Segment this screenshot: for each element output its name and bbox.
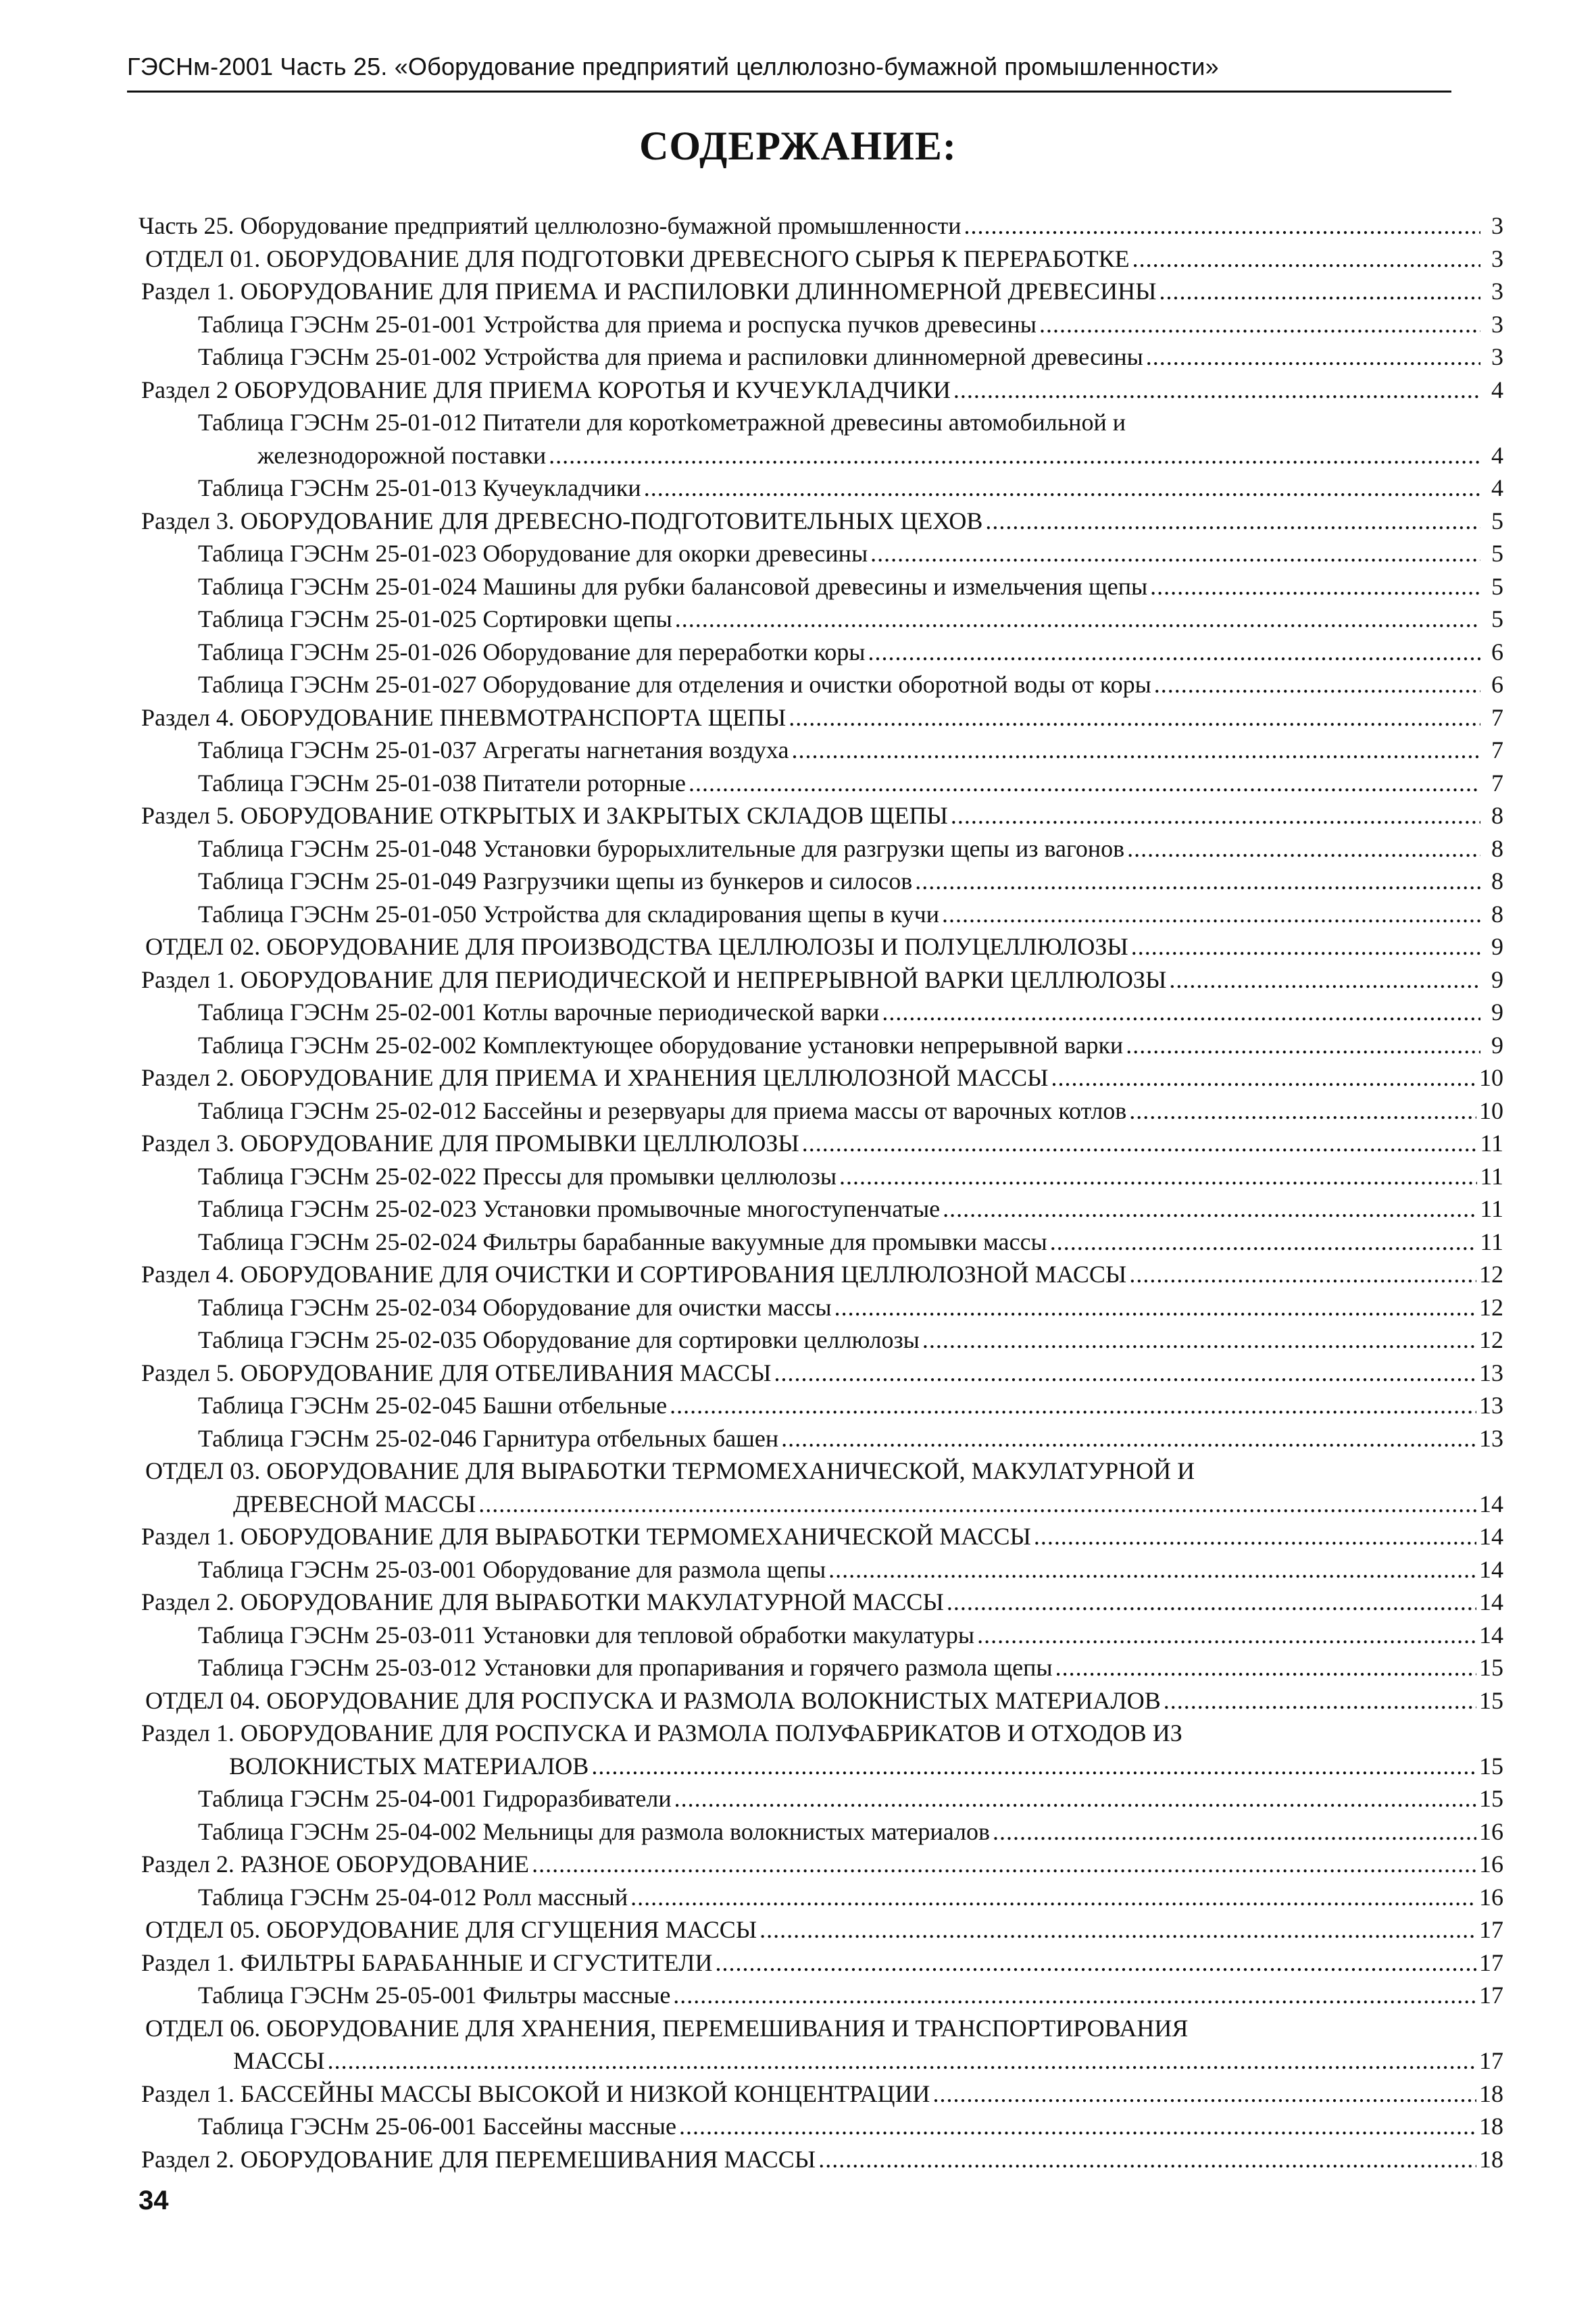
dot-leader bbox=[1055, 1651, 1476, 1684]
toc-entry-table[interactable] bbox=[139, 668, 1503, 701]
dot-leader bbox=[1129, 1258, 1476, 1291]
toc-entry-title: Таблица ГЭСНм 25-04-001 Гидроразбиватели bbox=[198, 1785, 672, 1812]
toc-entry-title: Таблица ГЭСНм 25-02-023 Установки промывочные многоступенчатые bbox=[198, 1195, 941, 1222]
toc-page-number: 14 bbox=[1479, 1555, 1503, 1583]
dot-leader bbox=[791, 734, 1480, 767]
toc-page-number: 12 bbox=[1479, 1261, 1503, 1288]
toc-entry-razdel[interactable] bbox=[139, 1127, 1503, 1160]
toc-entry-title: Таблица ГЭСНм 25-01-013 Кучеукладчики bbox=[198, 474, 641, 501]
toc-page-number: 16 bbox=[1479, 1817, 1503, 1845]
toc-entry-razdel[interactable] bbox=[139, 1061, 1503, 1095]
dot-leader bbox=[802, 1127, 1478, 1160]
dot-leader bbox=[1039, 308, 1480, 341]
toc-entry-table[interactable] bbox=[139, 1226, 1503, 1259]
toc-page-number: 9 bbox=[1491, 999, 1503, 1026]
toc-entry-table[interactable] bbox=[139, 406, 1503, 472]
table-of-contents bbox=[139, 209, 1503, 2175]
toc-entry-title: Таблица ГЭСНм 25-02-024 Фильтры барабанные вакуумные для промывки массы bbox=[198, 1228, 1047, 1255]
toc-page-number: 5 bbox=[1491, 540, 1503, 567]
toc-entry-title: Раздел 2. ОБОРУДОВАНИЕ ДЛЯ ВЫРАБОТКИ МАКУЛАТУРНОЙ МАССЫ bbox=[141, 1588, 944, 1615]
dot-leader bbox=[673, 1979, 1476, 2012]
dot-leader bbox=[1146, 341, 1480, 374]
toc-page-number: 15 bbox=[1479, 1752, 1503, 1780]
dot-leader bbox=[1129, 1095, 1476, 1128]
toc-page-number: 17 bbox=[1479, 1948, 1503, 1976]
dot-leader bbox=[942, 898, 1480, 931]
toc-entry-table[interactable] bbox=[139, 537, 1503, 570]
toc-entry-razdel[interactable] bbox=[139, 1520, 1503, 1553]
dot-leader bbox=[951, 799, 1480, 832]
toc-entry-table[interactable] bbox=[139, 341, 1503, 374]
toc-entry-title: Раздел 4. ОБОРУДОВАНИЕ ДЛЯ ОЧИСТКИ И СОРТИРОВАНИЯ ЦЕЛЛЮЛОЗНОЙ МАССЫ bbox=[141, 1261, 1127, 1288]
toc-entry-title: Таблица ГЭСНм 25-04-012 Ролл массный bbox=[198, 1883, 628, 1911]
dot-leader bbox=[870, 537, 1480, 570]
toc-page-number: 6 bbox=[1491, 638, 1503, 665]
toc-entry-table[interactable] bbox=[139, 1553, 1503, 1586]
toc-page-number: 15 bbox=[1479, 1654, 1503, 1681]
toc-entry-table[interactable] bbox=[139, 1160, 1503, 1193]
toc-entry-title: Раздел 5. ОБОРУДОВАНИЕ ОТКРЫТЫХ И ЗАКРЫТЫХ СКЛАДОВ ЩЕПЫ bbox=[141, 802, 948, 829]
dot-leader bbox=[1159, 275, 1480, 308]
toc-entry-title: Таблица ГЭСНм 25-02-012 Бассейны и резервуары для приема массы от варочных котлов bbox=[198, 1097, 1127, 1124]
toc-entry-razdel[interactable] bbox=[139, 701, 1503, 734]
toc-entry-razdel[interactable] bbox=[139, 275, 1503, 308]
toc-page-number: 8 bbox=[1491, 834, 1503, 862]
toc-entry-title: Таблица ГЭСНм 25-01-012 Питатели для коротkометражной древесины автомобильной и bbox=[198, 409, 1126, 436]
toc-entry-title: Раздел 5. ОБОРУДОВАНИЕ ДЛЯ ОТБЕЛИВАНИЯ МАССЫ bbox=[141, 1359, 772, 1386]
dot-leader bbox=[828, 1553, 1476, 1586]
toc-entry-razdel[interactable] bbox=[139, 799, 1503, 832]
dot-leader bbox=[689, 767, 1480, 800]
dot-leader bbox=[1131, 930, 1480, 963]
toc-entry-title: Таблица ГЭСНм 25-01-027 Оборудование для отделения и очистки оборотной воды от коры bbox=[198, 671, 1151, 698]
page-number: 34 bbox=[139, 2186, 169, 2215]
dot-leader bbox=[1132, 243, 1480, 276]
dot-leader bbox=[947, 1586, 1476, 1619]
toc-page-number: 12 bbox=[1479, 1293, 1503, 1321]
toc-entry-title: Таблица ГЭСНм 25-03-012 Установки для пропаривания и горячего размола щепы bbox=[198, 1654, 1053, 1681]
toc-page-number: 9 bbox=[1491, 933, 1503, 960]
toc-page-number: 3 bbox=[1491, 212, 1503, 239]
toc-entry-title: Раздел 3. ОБОРУДОВАНИЕ ДЛЯ ДРЕВЕСНО-ПОДГОТОВИТЕЛЬНЫХ ЦЕХОВ bbox=[141, 507, 983, 534]
dot-leader bbox=[839, 1160, 1477, 1193]
toc-page-number: 9 bbox=[1491, 1031, 1503, 1059]
toc-page-number: 7 bbox=[1491, 769, 1503, 797]
toc-page-number: 3 bbox=[1491, 245, 1503, 272]
toc-page-number: 14 bbox=[1479, 1621, 1503, 1649]
toc-entry-title: Таблица ГЭСНм 25-01-002 Устройства для приема и распиловки длинномерной древесины bbox=[198, 343, 1143, 370]
toc-entry-title: Раздел 2. РАЗНОЕ ОБОРУДОВАНИЕ bbox=[141, 1851, 530, 1878]
toc-entry-table[interactable] bbox=[139, 1881, 1503, 1914]
dot-leader bbox=[789, 701, 1480, 734]
toc-entry-table[interactable] bbox=[139, 1324, 1503, 1357]
toc-entry-table[interactable] bbox=[139, 767, 1503, 800]
toc-entry-title: Таблица ГЭСНм 25-06-001 Бассейны массные bbox=[198, 2113, 676, 2140]
toc-entry-title-continued: ДРЕВЕСНОЙ МАССЫ bbox=[233, 1490, 476, 1517]
toc-entry-title: Таблица ГЭСНм 25-02-022 Прессы для промывки целлюлозы bbox=[198, 1162, 837, 1190]
toc-entry-table[interactable] bbox=[139, 603, 1503, 636]
toc-page-number: 7 bbox=[1491, 736, 1503, 763]
toc-page-number: 5 bbox=[1491, 605, 1503, 632]
toc-entry-title: Таблица ГЭСНм 25-02-034 Оборудование для очистки массы bbox=[198, 1293, 832, 1321]
toc-entry-title: Таблица ГЭСНм 25-01-038 Питатели роторные bbox=[198, 769, 686, 797]
dot-leader bbox=[953, 374, 1480, 407]
toc-page-number: 17 bbox=[1479, 2047, 1503, 2074]
toc-entry-table[interactable] bbox=[139, 1782, 1503, 1815]
toc-page-number: 3 bbox=[1491, 278, 1503, 305]
toc-entry-table[interactable] bbox=[139, 1651, 1503, 1684]
toc-entry-title: Таблица ГЭСНм 25-01-049 Разгрузчики щепы из бункеров и силосов bbox=[198, 867, 913, 895]
toc-entry-title: Раздел 2 ОБОРУДОВАНИЕ ДЛЯ ПРИЕМА КОРОТЬЯ И КУЧЕУКЛАДЧИКИ bbox=[141, 376, 951, 403]
toc-entry-razdel[interactable] bbox=[139, 1258, 1503, 1291]
dot-leader bbox=[834, 1291, 1476, 1324]
toc-entry-table[interactable] bbox=[139, 636, 1503, 669]
toc-entry-table[interactable] bbox=[139, 1029, 1503, 1062]
toc-page-number: 17 bbox=[1479, 1916, 1503, 1943]
toc-entry-title: Таблица ГЭСНм 25-02-001 Котлы варочные периодической варки bbox=[198, 999, 880, 1026]
dot-leader bbox=[328, 2044, 1476, 2078]
dot-leader bbox=[1126, 1029, 1480, 1062]
dot-leader bbox=[977, 1619, 1476, 1652]
toc-page-number: 4 bbox=[1491, 376, 1503, 403]
dot-leader bbox=[644, 472, 1480, 505]
toc-entry-title: Раздел 1. ОБОРУДОВАНИЕ ДЛЯ РОСПУСКА И РАЗМОЛА ПОЛУФАБРИКАТОВ И ОТХОДОВ ИЗ bbox=[141, 1719, 1182, 1746]
toc-entry-title: ОТДЕЛ 04. ОБОРУДОВАНИЕ ДЛЯ РОСПУСКА И РАЗМОЛА ВОЛОКНИСТЫХ МАТЕРИАЛОВ bbox=[145, 1686, 1161, 1714]
toc-entry-title: Раздел 2. ОБОРУДОВАНИЕ ДЛЯ ПЕРЕМЕШИВАНИЯ МАССЫ bbox=[141, 2145, 816, 2173]
dot-leader bbox=[774, 1357, 1476, 1390]
toc-entry-razdel[interactable] bbox=[139, 1357, 1503, 1390]
dot-leader bbox=[630, 1881, 1476, 1914]
running-header: ГЭСНм-2001 Часть 25. «Оборудование предприятий целлюлозно-бумажной промышленности» bbox=[127, 53, 1451, 93]
toc-entry-razdel[interactable] bbox=[139, 1946, 1503, 1980]
toc-entry-title-continued: МАССЫ bbox=[233, 2047, 325, 2074]
toc-entry-title: Таблица ГЭСНм 25-01-024 Машины для рубки балансовой древесины и измельчения щепы bbox=[198, 572, 1148, 600]
toc-entry-table[interactable] bbox=[139, 308, 1503, 341]
dot-leader bbox=[759, 1913, 1476, 1946]
toc-page-number: 3 bbox=[1491, 310, 1503, 338]
toc-entry-title: Раздел 1. БАССЕЙНЫ МАССЫ ВЫСОКОЙ И НИЗКОЙ КОНЦЕНТРАЦИИ bbox=[141, 2080, 930, 2107]
toc-entry-title: Таблица ГЭСНм 25-02-002 Комплектующее оборудование установки непрерывной варки bbox=[198, 1031, 1124, 1059]
toc-page-number: 14 bbox=[1479, 1588, 1503, 1615]
dot-leader bbox=[985, 505, 1480, 538]
toc-entry-razdel[interactable] bbox=[139, 374, 1503, 407]
dot-leader bbox=[1169, 963, 1480, 997]
dot-leader bbox=[670, 1389, 1476, 1422]
toc-entry-title: Таблица ГЭСНм 25-03-001 Оборудование для размола щепы bbox=[198, 1555, 826, 1583]
toc-entry-title: ОТДЕЛ 05. ОБОРУДОВАНИЕ ДЛЯ СГУЩЕНИЯ МАССЫ bbox=[145, 1916, 757, 1943]
toc-entry-title: Раздел 2. ОБОРУДОВАНИЕ ДЛЯ ПРИЕМА И ХРАНЕНИЯ ЦЕЛЛЮЛОЗНОЙ МАССЫ bbox=[141, 1064, 1049, 1091]
toc-entry-title: Таблица ГЭСНм 25-02-035 Оборудование для сортировки целлюлозы bbox=[198, 1326, 920, 1353]
toc-page-number: 17 bbox=[1479, 1982, 1503, 2009]
toc-entry-title: Таблица ГЭСНм 25-01-026 Оборудование для переработки коры bbox=[198, 638, 866, 665]
toc-entry-razdel[interactable] bbox=[139, 505, 1503, 538]
toc-entry-table[interactable] bbox=[139, 1619, 1503, 1652]
dot-leader bbox=[818, 2143, 1476, 2176]
toc-entry-title: Таблица ГЭСНм 25-01-048 Установки бурорыхлительные для разгрузки щепы из вагонов bbox=[198, 834, 1125, 862]
toc-page-number: 11 bbox=[1480, 1195, 1503, 1222]
dot-leader bbox=[1050, 1226, 1478, 1259]
toc-page-number: 18 bbox=[1479, 2113, 1503, 2140]
toc-page-number: 10 bbox=[1479, 1097, 1503, 1124]
toc-entry-razdel[interactable] bbox=[139, 1717, 1503, 1782]
dot-leader bbox=[591, 1750, 1476, 1783]
toc-page-number: 10 bbox=[1479, 1064, 1503, 1091]
dot-leader bbox=[1150, 570, 1480, 603]
dot-leader bbox=[868, 636, 1480, 669]
toc-entry-title: ОТДЕЛ 01. ОБОРУДОВАНИЕ ДЛЯ ПОДГОТОВКИ ДРЕВЕСНОГО СЫРЬЯ К ПЕРЕРАБОТКЕ bbox=[145, 245, 1130, 272]
toc-entry-table[interactable] bbox=[139, 1389, 1503, 1422]
dot-leader bbox=[915, 865, 1480, 898]
toc-page-number: 18 bbox=[1479, 2080, 1503, 2107]
dot-leader bbox=[932, 2078, 1476, 2111]
toc-entry-table[interactable] bbox=[139, 472, 1503, 505]
toc-entry-table[interactable] bbox=[139, 734, 1503, 767]
dot-leader bbox=[1164, 1684, 1476, 1717]
toc-page-number: 8 bbox=[1491, 802, 1503, 829]
toc-page-number: 16 bbox=[1479, 1851, 1503, 1878]
toc-page-number: 13 bbox=[1479, 1359, 1503, 1386]
toc-entry-title-continued: железнодорожной поставки bbox=[257, 441, 547, 469]
toc-page-number: 18 bbox=[1479, 2145, 1503, 2173]
toc-entry-otdel[interactable] bbox=[139, 243, 1503, 276]
toc-page-number: 3 bbox=[1491, 343, 1503, 370]
toc-page-number: 14 bbox=[1479, 1490, 1503, 1517]
dot-leader bbox=[549, 439, 1480, 472]
dot-leader bbox=[478, 1488, 1476, 1521]
toc-entry-title: Таблица ГЭСНм 25-01-001 Устройства для приема и роспуска пучков древесины bbox=[198, 310, 1037, 338]
dot-leader bbox=[1154, 668, 1480, 701]
toc-page-number: 13 bbox=[1479, 1424, 1503, 1452]
dot-leader bbox=[943, 1192, 1477, 1226]
dot-leader bbox=[674, 1782, 1476, 1815]
toc-entry-razdel[interactable] bbox=[139, 1848, 1503, 1881]
toc-page-number: 4 bbox=[1491, 441, 1503, 469]
toc-entry-table[interactable] bbox=[139, 996, 1503, 1029]
dot-leader bbox=[675, 603, 1480, 636]
toc-page-number: 5 bbox=[1491, 507, 1503, 534]
toc-entry-razdel[interactable] bbox=[139, 2143, 1503, 2176]
toc-entry-title: Раздел 1. ОБОРУДОВАНИЕ ДЛЯ ВЫРАБОТКИ ТЕРМОМЕХАНИЧЕСКОЙ МАССЫ bbox=[141, 1523, 1031, 1550]
toc-entry-razdel[interactable] bbox=[139, 1586, 1503, 1619]
page-title: СОДЕРЖАНИЕ: bbox=[639, 124, 957, 168]
toc-entry-otdel[interactable] bbox=[139, 1455, 1503, 1520]
toc-page-number: 8 bbox=[1491, 867, 1503, 895]
toc-entry-table[interactable] bbox=[139, 1291, 1503, 1324]
toc-entry-title: ОТДЕЛ 03. ОБОРУДОВАНИЕ ДЛЯ ВЫРАБОТКИ ТЕРМОМЕХАНИЧЕСКОЙ, МАКУЛАТУРНОЙ И bbox=[145, 1457, 1195, 1484]
toc-entry-otdel[interactable] bbox=[139, 930, 1503, 963]
dot-leader bbox=[715, 1946, 1476, 1980]
toc-entry-razdel[interactable] bbox=[139, 963, 1503, 997]
dot-leader bbox=[532, 1848, 1476, 1881]
toc-entry-title: Раздел 4. ОБОРУДОВАНИЕ ПНЕВМОТРАНСПОРТА ЩЕПЫ bbox=[141, 703, 787, 731]
toc-entry-table[interactable] bbox=[139, 1422, 1503, 1455]
toc-entry-razdel[interactable] bbox=[139, 2078, 1503, 2111]
dot-leader bbox=[882, 996, 1480, 1029]
toc-entry-otdel[interactable] bbox=[139, 1913, 1503, 1946]
toc-entry-title: Таблица ГЭСНм 25-01-025 Сортировки щепы bbox=[198, 605, 672, 632]
toc-entry-title: Раздел 1. ОБОРУДОВАНИЕ ДЛЯ ПЕРИОДИЧЕСКОЙ И НЕПРЕРЫВНОЙ ВАРКИ ЦЕЛЛЮЛОЗЫ bbox=[141, 965, 1167, 993]
toc-page-number: 9 bbox=[1491, 965, 1503, 993]
toc-entry-table[interactable] bbox=[139, 2110, 1503, 2143]
toc-entry-title: Таблица ГЭСНм 25-02-045 Башни отбельные bbox=[198, 1392, 668, 1419]
toc-page-number: 15 bbox=[1479, 1785, 1503, 1812]
toc-page-number: 15 bbox=[1479, 1686, 1503, 1714]
toc-page-number: 6 bbox=[1491, 671, 1503, 698]
dot-leader bbox=[1127, 832, 1480, 865]
toc-entry-title: Таблица ГЭСНм 25-05-001 Фильтры массные bbox=[198, 1982, 671, 2009]
toc-page-number: 7 bbox=[1491, 703, 1503, 731]
toc-entry-title: Часть 25. Оборудование предприятий целлюлозно-бумажной промышленности bbox=[139, 212, 962, 239]
toc-entry-table[interactable] bbox=[139, 898, 1503, 931]
toc-entry-table[interactable] bbox=[139, 1095, 1503, 1128]
toc-page-number: 4 bbox=[1491, 474, 1503, 501]
toc-entry-otdel[interactable] bbox=[139, 2012, 1503, 2078]
toc-entry-title: Таблица ГЭСНм 25-04-002 Мельницы для размола волокнистых материалов bbox=[198, 1817, 990, 1845]
toc-page-number: 11 bbox=[1480, 1130, 1503, 1157]
toc-entry-title: Таблица ГЭСНм 25-01-050 Устройства для складирования щепы в кучи bbox=[198, 900, 940, 928]
toc-page-number: 12 bbox=[1479, 1326, 1503, 1353]
dot-leader bbox=[1051, 1061, 1476, 1095]
dot-leader bbox=[1034, 1520, 1476, 1553]
dot-leader bbox=[964, 209, 1480, 243]
toc-page-number: 11 bbox=[1480, 1162, 1503, 1190]
toc-page-number: 8 bbox=[1491, 900, 1503, 928]
toc-entry-title: Таблица ГЭСНм 25-01-023 Оборудование для окорки древесины bbox=[198, 540, 868, 567]
toc-entry-table[interactable] bbox=[139, 570, 1503, 603]
dot-leader bbox=[679, 2110, 1476, 2143]
toc-page-number: 14 bbox=[1479, 1523, 1503, 1550]
toc-entry-table[interactable] bbox=[139, 832, 1503, 865]
toc-entry-table[interactable] bbox=[139, 1979, 1503, 2012]
toc-entry-part[interactable] bbox=[139, 209, 1503, 243]
toc-entry-otdel[interactable] bbox=[139, 1684, 1503, 1717]
toc-page-number: 16 bbox=[1479, 1883, 1503, 1911]
toc-entry-title: Раздел 1. ФИЛЬТРЫ БАРАБАННЫЕ И СГУСТИТЕЛИ bbox=[141, 1948, 713, 1976]
dot-leader bbox=[922, 1324, 1476, 1357]
toc-entry-title: Таблица ГЭСНм 25-02-046 Гарнитура отбельных башен bbox=[198, 1424, 779, 1452]
toc-page-number: 11 bbox=[1480, 1228, 1503, 1255]
toc-entry-title: Раздел 1. ОБОРУДОВАНИЕ ДЛЯ ПРИЕМА И РАСПИЛОВКИ ДЛИННОМЕРНОЙ ДРЕВЕСИНЫ bbox=[141, 278, 1157, 305]
toc-entry-table[interactable] bbox=[139, 865, 1503, 898]
toc-entry-title: Таблица ГЭСНм 25-03-011 Установки для тепловой обработки макулатуры bbox=[198, 1621, 975, 1649]
toc-page-number: 13 bbox=[1479, 1392, 1503, 1419]
toc-entry-title-continued: ВОЛОКНИСТЫХ МАТЕРИАЛОВ bbox=[229, 1752, 589, 1780]
toc-entry-table[interactable] bbox=[139, 1815, 1503, 1848]
dot-leader bbox=[993, 1815, 1476, 1848]
toc-entry-title: ОТДЕЛ 02. ОБОРУДОВАНИЕ ДЛЯ ПРОИЗВОДСТВА ЦЕЛЛЮЛОЗЫ И ПОЛУЦЕЛЛЮЛОЗЫ bbox=[145, 933, 1128, 960]
dot-leader bbox=[781, 1422, 1476, 1455]
toc-entry-title: Раздел 3. ОБОРУДОВАНИЕ ДЛЯ ПРОМЫВКИ ЦЕЛЛЮЛОЗЫ bbox=[141, 1130, 799, 1157]
toc-entry-table[interactable] bbox=[139, 1192, 1503, 1226]
toc-entry-title: Таблица ГЭСНм 25-01-037 Агрегаты нагнетания воздуха bbox=[198, 736, 789, 763]
toc-entry-title: ОТДЕЛ 06. ОБОРУДОВАНИЕ ДЛЯ ХРАНЕНИЯ, ПЕРЕМЕШИВАНИЯ И ТРАНСПОРТИРОВАНИЯ bbox=[145, 2014, 1189, 2042]
toc-page-number: 5 bbox=[1491, 572, 1503, 600]
